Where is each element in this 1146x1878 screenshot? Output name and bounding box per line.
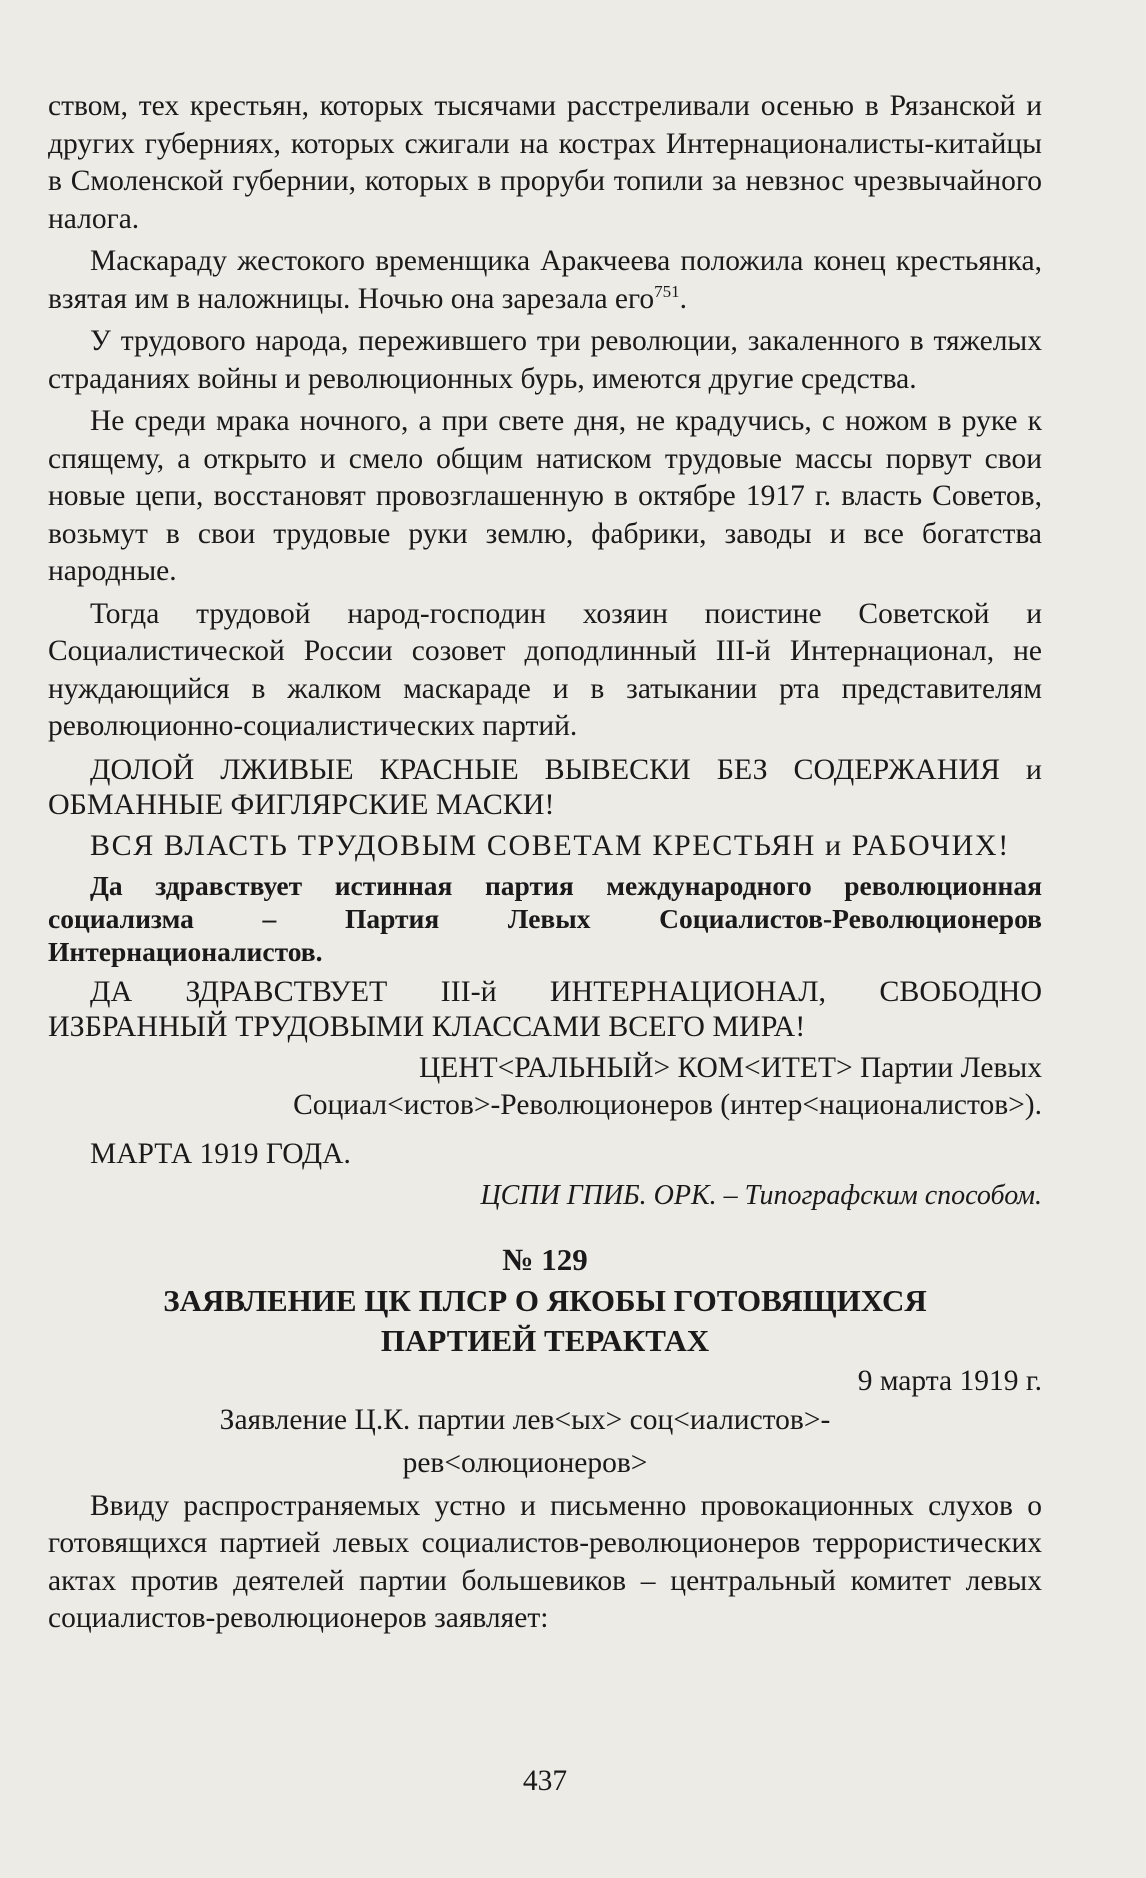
paragraph-3: У трудового народа, пережившего три революции, закаленного в тяжелых страданиях войны и революционных бурь, имеются другие средства.	[48, 325, 1042, 395]
document-heading-line-1: Заявление Ц.К. партии лев<ых> соц<иалистов>-	[219, 1403, 831, 1436]
paragraph-1: ством, тех крестьян, которых тысячами расстреливали осенью в Рязанской и других губерниях, которых сжигали на кострах Интернационалисты-китайцы в Смоленской губернии, которых в проруби топили за невзнос чрезвычайного налога.	[48, 90, 1042, 235]
document-title-line-2: ПАРТИЕЙ ТЕРАКТАХ	[380, 1322, 710, 1358]
document-date-line: МАРТА 1919 ГОДА.	[90, 1137, 351, 1170]
slogan-down-with-signs: ДОЛОЙ ЛЖИВЫЕ КРАСНЫЕ ВЫВЕСКИ БЕЗ СОДЕРЖАНИЯ и ОБМАННЫЕ ФИГЛЯРСКИЕ МАСКИ!	[48, 752, 1042, 821]
slogan-long-live-international: ДА ЗДРАВСТВУЕТ III-й ИНТЕРНАЦИОНАЛ, СВОБОДНО ИЗБРАННЫЙ ТРУДОВЫМИ КЛАССАМИ ВСЕГО МИРА!	[48, 974, 1042, 1043]
paragraph-4: Не среди мрака ночного, а при свете дня, не крадучись, с ножом в руке к спящему, а открыто и смело общим натиском трудовые массы порвут свои новые цепи, восстановят провозглашенную в октябре 1917 г. власть Советов, возьмут в свои трудовые руки землю, фабрики, заводы и все богатства народные.	[48, 405, 1042, 587]
signature-line-1: ЦЕНТ<РАЛЬНЫЙ> КОМ<ИТЕТ> Партии Левых	[418, 1051, 1042, 1084]
signature-line-2: Социал<истов>-Революционеров (интер<националистов>).	[293, 1088, 1042, 1121]
page-number: 437	[522, 1765, 568, 1797]
archive-imprint: ЦСПИ ГПИБ. ОРК. – Типографским способом.	[480, 1179, 1042, 1211]
paragraph-2-text: Маскараду жестокого временщика Аракчеева положила конец крестьянка, взятая им в наложницы. Ночью она зарезала его	[48, 245, 1042, 315]
slogan-all-power: ВСЯ ВЛАСТЬ ТРУДОВЫМ СОВЕТАМ КРЕСТЬЯН и РАБОЧИХ!	[90, 828, 1010, 862]
slogan-long-live-party: Да здравствует истинная партия международного революционная социализма – Партия Левых Социалистов-Революционеров Интернационалистов.	[48, 869, 1042, 967]
footnote-ref-751[interactable]: 751	[654, 281, 680, 301]
document-date: 9 марта 1919 г.	[857, 1364, 1042, 1397]
paragraph-2	[48, 243, 1042, 318]
document-title-line-1: ЗАЯВЛЕНИЕ ЦК ПЛСР О ЯКОБЫ ГОТОВЯЩИХСЯ	[163, 1282, 927, 1318]
page-text	[48, 88, 1042, 1638]
document-number: № 129	[502, 1241, 588, 1277]
paragraph-5: Тогда трудовой народ-господин хозяин поистине Советской и Социалистической России созовет доподлинный III-й Интернационал, не нуждающийся в жалком маскараде и в затыкании рта представителям революционно-социалистических партий.	[48, 597, 1042, 742]
document-body: Ввиду распространяемых устно и письменно провокационных слухов о готовящихся партией левых социалистов-революционеров террористических актах против деятелей партии большевиков – центральный комитет левых социалистов-революционеров заявляет:	[48, 1489, 1042, 1634]
paragraph-2-end: .	[679, 282, 687, 315]
document-heading-line-2: рев<олюционеров>	[402, 1446, 648, 1479]
